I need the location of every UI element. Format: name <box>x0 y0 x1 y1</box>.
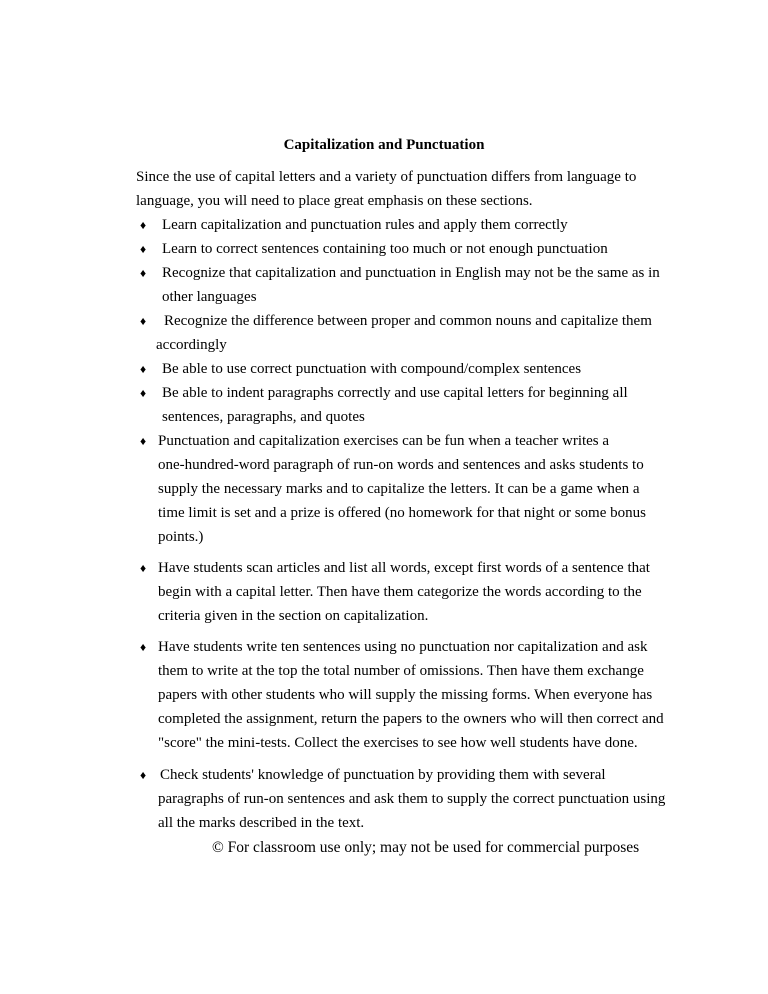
intro-line: language, you will need to place great emphasis on these sections. <box>136 193 533 209</box>
bullet-text-line: criteria given in the section on capitalization. <box>158 608 429 624</box>
bullet-text-line: Be able to indent paragraphs correctly and use capital letters for beginning all <box>162 385 628 401</box>
bullet-text-line: other languages <box>162 289 257 305</box>
bullet-text-line: all the marks described in the text. <box>158 815 365 831</box>
bullet-text-line: Be able to use correct punctuation with compound/complex sentences <box>162 361 582 377</box>
diamond-bullet-icon: ♦ <box>140 242 147 256</box>
intro-line: Since the use of capital letters and a variety of punctuation differs from language to <box>136 169 637 185</box>
bullet-text-line: Punctuation and capitalization exercises can be fun when a teacher writes a <box>158 433 610 449</box>
bullet-text-line: them to write at the top the total number of omissions. Then have them exchange <box>158 663 644 679</box>
bullet-text-line: paragraphs of run-on sentences and ask them to supply the correct punctuation using <box>158 791 666 807</box>
bullet-text-line: papers with other students who will supply the missing forms. When everyone has <box>158 687 653 703</box>
diamond-bullet-icon: ♦ <box>140 314 147 328</box>
bullet-text-line: completed the assignment, return the papers to the owners who will then correct and <box>158 711 664 727</box>
bullet-text-line: "score" the mini-tests. Collect the exercises to see how well students have done. <box>158 735 638 751</box>
diamond-bullet-icon: ♦ <box>140 434 147 448</box>
diamond-bullet-icon: ♦ <box>140 218 147 232</box>
diamond-bullet-icon: ♦ <box>140 561 147 575</box>
bullet-text-line: Learn capitalization and punctuation rules and apply them correctly <box>162 217 568 233</box>
diamond-bullet-icon: ♦ <box>140 640 147 654</box>
diamond-bullet-icon: ♦ <box>140 266 147 280</box>
bullet-text-line: Check students' knowledge of punctuation by providing them with several <box>160 767 606 783</box>
bullet-text-line: Have students write ten sentences using no punctuation nor capitalization and ask <box>158 639 648 655</box>
bullet-text-line: Recognize that capitalization and punctuation in English may not be the same as in <box>162 265 660 281</box>
bullet-text-line: Learn to correct sentences containing too much or not enough punctuation <box>162 241 608 257</box>
bullet-text-line: sentences, paragraphs, and quotes <box>162 409 365 425</box>
diamond-bullet-icon: ♦ <box>140 768 147 782</box>
bullet-text-line: time limit is set and a prize is offered (no homework for that night or some bonus <box>158 505 646 521</box>
bullet-text-line: begin with a capital letter. Then have them categorize the words according to the <box>158 584 642 600</box>
bullet-text-line: supply the necessary marks and to capitalize the letters. It can be a game when a <box>158 481 640 497</box>
diamond-bullet-icon: ♦ <box>140 386 147 400</box>
bullet-text-line: Have students scan articles and list all words, except first words of a sentence that <box>158 560 650 576</box>
bullet-text-line: points.) <box>158 529 204 545</box>
diamond-bullet-icon: ♦ <box>140 362 147 376</box>
copyright-footer: © For classroom use only; may not be used for commercial purposes <box>212 839 640 856</box>
document-title: Capitalization and Punctuation <box>283 137 485 153</box>
bullet-text-line: Recognize the difference between proper and common nouns and capitalize them <box>164 313 652 329</box>
bullet-text-line: one-hundred-word paragraph of run-on words and sentences and asks students to <box>158 457 644 473</box>
bullet-text-line: accordingly <box>156 337 227 353</box>
